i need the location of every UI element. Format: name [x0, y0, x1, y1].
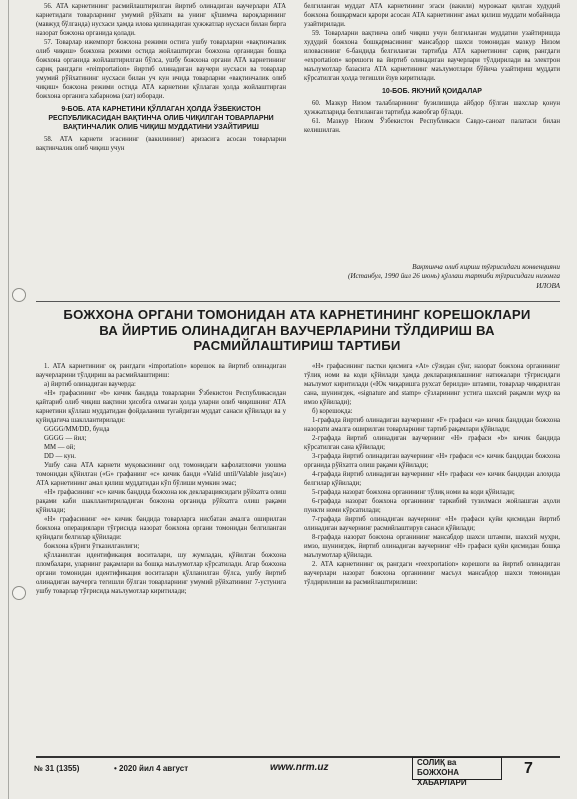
- paragraph-61: 61. Мазкур Низом Ўзбекистон Республикаси Савдо-саноат палатаси билан келишилган.: [304, 118, 560, 134]
- caption-annex-label: ИЛОВА: [536, 281, 560, 290]
- paragraph-60: 60. Мазкур Низом талабларининг бузилишида айбдор бўлган шахслар қонун ҳужжатларида белгиланган тартибда жавобгар бўлади.: [304, 100, 560, 116]
- paragraph: 2. АТА карнетининг оқ рангдаги «reexportation» корешоги ва йиртиб олинадиган ваучерлари назорат божхона органининг масъул мансабдор шахси томонидан тўлдирилиши ва расмийлаштирилиши:: [304, 561, 560, 586]
- bottom-right-column: [304, 362, 560, 587]
- section-10-heading: 10-БОБ. ЯКУНИЙ ҚОИДАЛАР: [382, 88, 482, 95]
- top-left-column: [36, 2, 286, 153]
- caption-line: Вақтинча олиб кириш тўғрисидаги конвенцияни: [412, 263, 560, 271]
- paragraph: «H» графасининг «b» кичик бандида товарларни Ўзбекистон Республикасидан қайтариб олиб чиқиш вақтини ҳисобга олмаган ҳолда уларни олиб чиқишнинг АТА карнетини қўллаш муддатидан фойдаланиш тугайдиган муддат санаси қўйилади ва у қуйидагича шакллантирилади:: [36, 390, 286, 424]
- paragraph-57: 57. Товарлар ижемпорт божхона режими остига ушбу товарларни «вақтинчалик олиб чиқиш» божхона режими остида жойлаштирган божхона органидан бошқа божхона органида жойлаштирилган бўлса, ушбу божхона органи АТА карнетининг сариқ рангдаги «reimportation» йиртиб олинадиган ваучери нусхаси ва товарлар умумий рўйхатининг нусхаси билан уч кун ичида товарларни «вақтинчалик олиб чиқиш» божхона режими остида АТА карнетини қўллаган ҳолда жойлаштирган божхона органига хабарнома (хат) юборади.: [36, 39, 286, 100]
- paragraph: 3-графада йиртиб олинадиган ваучернинг «H» графаси «c» кичик бандидан божхона органида рўйхатга олиш рақами қўйилади;: [304, 453, 560, 469]
- title-line: ВА ЙИРТИБ ОЛИНАДИГАН ВАУЧЕРЛАРИНИ ТЎЛДИРИШ ВА: [99, 322, 495, 338]
- newspaper-logo: [412, 757, 502, 787]
- annex-caption: [212, 263, 560, 291]
- paragraph: қўлланилган идентификация воситалари, шу жумладан, қўйилган божхона пломбалари, уларнинг рақамлари ва бошқа маълумотлар кўрсатилади. Агар божхона органи томонидан идентификация воситалари қўлланилган бўлса, ушбу йиртиб олинадиган ваучерга тегишли бўлган товарларнинг умумий рўйхатининг 7-устунига ушбу товарлар тўғрисида маълумотлар киритилади;: [36, 552, 286, 595]
- divider-line: [36, 301, 560, 302]
- paragraph: Ушбу сана АТА карнети муқовасининг олд томонидаги кафолатловчи уюшма томонидан қўйилган («G» графанинг «c» кичик банди «Valid until/Valable jusq'au») АТА карнетининг амал қилиш муддатидан кўп бўлиши мумкин эмас;: [36, 462, 286, 487]
- paragraph: а) йиртиб олинадиган ваучерда:: [44, 381, 136, 388]
- page-footer: [32, 758, 562, 787]
- paragraph: MM — ой;: [44, 444, 76, 451]
- paragraph: «H» графасининг пастки қисмига «At» сўзидан сўнг, назорат божхона органининг тўлиқ номи ва коди қўйилади ҳамда декларациялашнинг натижалари тўғрисидаги маълумот киритилади («Юк чиқаришга рухсат берилди» штампи, товарлар чиқарилган сана, шунингдек, «signature and stamp» сўзларининг устига шахсий рақамли муҳр ва имзо қўйилади);: [304, 363, 560, 406]
- paragraph: «H» графасининг «c» кичик бандида божхона юк декларациясидаги рўйхатга олиш рақами каби шакллантириладиган божхона органида рўйхатга олиш рақами қўйилади;: [36, 489, 286, 514]
- logo-line: БОЖХОНА ХАБАРЛАРИ: [417, 768, 467, 787]
- paragraph-59: 59. Товарларни вақтинча олиб чиқиш учун белгиланган муддатни узайтиришда худудий божхона бошқармасининг мансабдор шахси томонидан мазкур Низом иловасининг 6-бандида белгиланган тартибда АТА карнетининг сариқ рангдаги «exportation» корешоги ва йиртиб олинадиган ваучерлари тўлдирилади ва электрон маълумотлар базасига АТА карнетининг маълумотлари бўйича узайтириш муддати кўрсатилган ҳолда тегишли ёзув киритилади.: [304, 30, 560, 82]
- paragraph: GGGG/MM/DD, бунда: [44, 426, 110, 433]
- section-9-heading: 9-БОБ. АТА КАРНЕТИНИ ҚЎЛЛАГАН ҲОЛДА ЎЗБЕКИСТОН РЕСПУБЛИКАСИДАН ВАҚТИНЧА ОЛИБ ЧИҚИЛГАН ТОВАРЛАРНИ ВАҚТИНЧАЛИК ОЛИБ ЧИҚИШ МУДДАТИНИ УЗАЙТИРИШ: [48, 106, 274, 131]
- binder-hole: [12, 288, 26, 302]
- paragraph-58-continued: белгиланган муддат АТА карнетининг эгаси (вакили) мурожаат қилган худудий божхона бошқармаси қарори асосан АТА карнетининг амал қилиш муддати мобайнида узайтирилади.: [304, 3, 560, 28]
- paragraph: 7-графада йиртиб олинадиган ваучернинг «H» графаси қуйи қисмидан йиртиб олинадиган ваучернинг расмийлаштирув санаси қўйилади;: [304, 516, 560, 532]
- website-link[interactable]: www.nrm.uz: [270, 762, 329, 773]
- paragraph: GGGG — йил;: [44, 435, 87, 442]
- paragraph: божхона кўриги ўтказилганлиги;: [44, 543, 140, 550]
- issue-number: № 31 (1355): [34, 764, 80, 773]
- bottom-left-column: [36, 362, 286, 596]
- paragraph: 4-графада йиртиб олинадиган ваучернинг «H» графаси «e» кичик бандидан алоҳида белгилар қўйилади;: [304, 471, 560, 487]
- paragraph: 2-графада йиртиб олинадиган ваучернинг «H» графаси «b» кичик бандида кўрсатилган сана қўйилади;: [304, 435, 560, 451]
- logo-line: СОЛИҚ ва: [417, 758, 457, 767]
- paragraph: 1-графада йиртиб олинадиган ваучернинг «F» графаси «a» кичик бандидан божхона назорати амалга оширилган товарларнинг тартиб рақамлари қўйилади;: [304, 417, 560, 433]
- binder-hole: [12, 586, 26, 600]
- top-right-column: [304, 2, 560, 135]
- page-number: 7: [524, 760, 533, 777]
- issue-date: • 2020 йил 4 август: [114, 764, 189, 773]
- paragraph: 8-графада назорат божхона органининг мансабдор шахси штампи, шахсий муҳри, имзо, шунингдек, йиртиб олинадиган ваучернинг «H» графаси қуйи қисмидан бошқа маълумотлар қўйилади.: [304, 534, 560, 559]
- paragraph: 5-графада назорат божхона органининг тўлиқ номи ва коди қўйилади;: [312, 489, 515, 496]
- paragraph-56: 56. ATA карнетининг расмийлаштирилган йиртиб олинадиган ваучерлари АТА карнетидаги товарларнинг умумий рўйхати ва унинг қўшимча вароқларининг (мавжуд бўлганда) нусхаси ҳамда илова қилинадиган ҳужжатлар нусхаси билан бирга назорат божхона органида қолади.: [36, 3, 286, 37]
- newspaper-page: [32, 0, 562, 799]
- title-line: РАСМИЙЛАШТИРИШ ТАРТИБИ: [193, 338, 401, 353]
- title-line: БОЖХОНА ОРГАНИ ТОМОНИДАН АТА КАРНЕТИНИНГ КОРЕШОКЛАРИ: [63, 307, 531, 322]
- paragraph: 6-графада назорат божхона органининг таркибий тузилмаси жойлашган аҳоли пункти номи кўрсатилади;: [304, 498, 560, 514]
- paragraph-58: 58. АТА карнети эгасининг (вакилининг) аризасига асосан товарларни вақтинчалик олиб чиқиш учун: [36, 136, 286, 152]
- page-edge-rule: [8, 0, 9, 799]
- paragraph: DD — кун.: [44, 453, 76, 460]
- paragraph: «H» графасининг «e» кичик бандида товарларга нисбатан амалга оширилган божхона операциялари тўғрисида назорат божхона органи томонидан белгиланган қуйидаги белгилар қўйилади:: [36, 516, 286, 541]
- paragraph: б) корешокда:: [312, 408, 353, 415]
- caption-line: (Истанбул, 1990 йил 26 июнь) қўллаш тартиби тўғрисидаги низомга: [347, 272, 560, 281]
- main-title: [42, 307, 552, 354]
- paragraph: 1. АТА карнетининг оқ рангдаги «importation» корешок ва йиртиб олинадиган ваучерларини тўлдириш ва расмийлаштириш:: [36, 363, 286, 379]
